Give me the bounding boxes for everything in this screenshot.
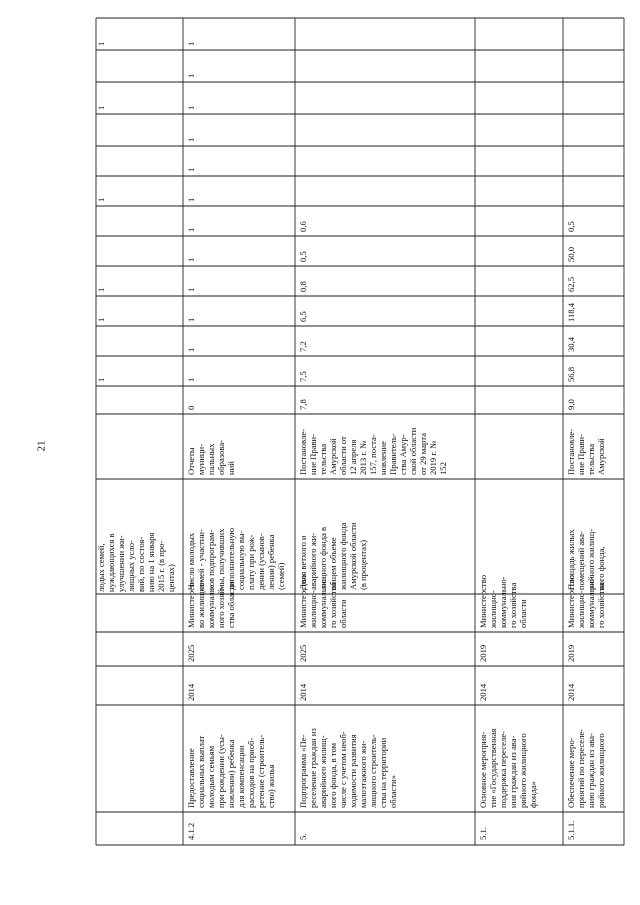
row-number: 5.1.1. [566,820,576,840]
row-start-year: 2014 [478,683,488,701]
row-end-year: 2025 [298,644,308,662]
row-value: 56,8 [566,366,576,382]
continued-value: 1 [96,41,106,46]
row-value: 1 [186,317,196,322]
row-source: Постановле- ние Прави- тельства Амурской области от 12 апреля 2013 г. № 157, поста- новление Правитель- ства Амур- ской области от 29 марта 2019 г. № 152 [298,427,448,475]
row-name: Предоставление социальных выплат молодым семьям при рождении (усы- новлении) ребенка для компенсации расходов на приоб- ретение (строитель- ство) жилья [186,734,276,808]
row-indicator: Площадь жилых помещений ава- рийного жилищ- ного фонда, [566,528,606,590]
row-number: 4.1.2 [186,822,196,840]
row-value: 1 [186,287,196,292]
row-end-year: 2019 [566,644,576,662]
continued-indicator: лодых семей, нуждающихся в улучшении жи- лищных усло- вий, по состоя- нию на 1 января 2015 г. (в про- центах) [96,532,176,592]
row-indicator: Доля ветхого и аварийного жи- лищного фонда в общем объеме жилищного фонда Амурской области (в процентах) [298,522,368,590]
row-value: 1 [186,105,196,110]
row-value: 1 [186,41,196,46]
row-value: 1 [186,137,196,142]
row-number: 5.1. [478,827,488,840]
row-executor: Министерст- во жилищно- коммуналь- ного хозяй- ства области [186,579,236,628]
row-value: 1 [186,347,196,352]
row-value: 6,5 [298,311,308,322]
row-value: 0,8 [298,281,308,292]
row-executor: Министерство жилищно- коммунально- го хозяйства [566,575,606,628]
page-number: 21 [35,440,48,452]
row-name: Подпрограмма «Пе- реселение граждан из аварийного жилищ- ного фонда, в том числе с учетом необ- ходимости развития малоэтажного жи- лищного строитель- ства на территории области» [298,728,398,808]
row-number: 5. [298,833,308,840]
row-value: 7,2 [298,341,308,352]
row-value: 0,5 [566,221,576,232]
row-value: 1 [186,167,196,172]
row-value: 7,5 [298,371,308,382]
row-start-year: 2014 [566,683,576,701]
continued-value: 1 [96,317,106,322]
row-value: 62,5 [566,276,576,292]
row-value: 1 [186,197,196,202]
row-value: 30,4 [566,336,576,352]
continued-value: 1 [96,287,106,292]
row-value: 0,5 [298,251,308,262]
row-indicator: Число молодых семей - участни- ков подпрограм- мы, получивших дополнительную социальную вы- плату при рож- дении (усынов- лении) ребенка (семей) [186,527,286,590]
row-start-year: 2014 [298,683,308,701]
row-end-year: 2019 [478,644,488,662]
row-value: 9,0 [566,399,576,410]
continued-value: 1 [96,377,106,382]
row-value: 1 [186,73,196,78]
row-value: 7,8 [298,399,308,410]
row-value: 1 [186,257,196,262]
row-executor: Министерство жилищно- коммунально- го хозяйства области [478,575,528,628]
row-value: 50,0 [566,246,576,262]
row-source: Отчеты муници- пальных образова- ний [186,439,236,475]
row-value: 0,6 [298,221,308,232]
continued-value: 1 [96,197,106,202]
row-name: Основное мероприя- тие «Государственная поддержка переселе- ния граждан из ава- рийного жилищного фонда» [478,728,538,808]
row-source: Постановле- ние Прави- тельства Амурской [566,428,606,475]
row-value: 1 [186,377,196,382]
row-start-year: 2014 [186,683,196,701]
row-executor: Министерство жилищно- коммунально- го хозяйства области [298,575,348,628]
continued-value: 1 [96,105,106,110]
row-value: 118,4 [566,302,576,322]
row-value: 0 [186,405,196,410]
row-end-year: 2025 [186,644,196,662]
row-value: 1 [186,227,196,232]
row-name: Обеспечение меро- приятий по переселе- нию граждан из ава- рийного жилищного [566,728,606,808]
